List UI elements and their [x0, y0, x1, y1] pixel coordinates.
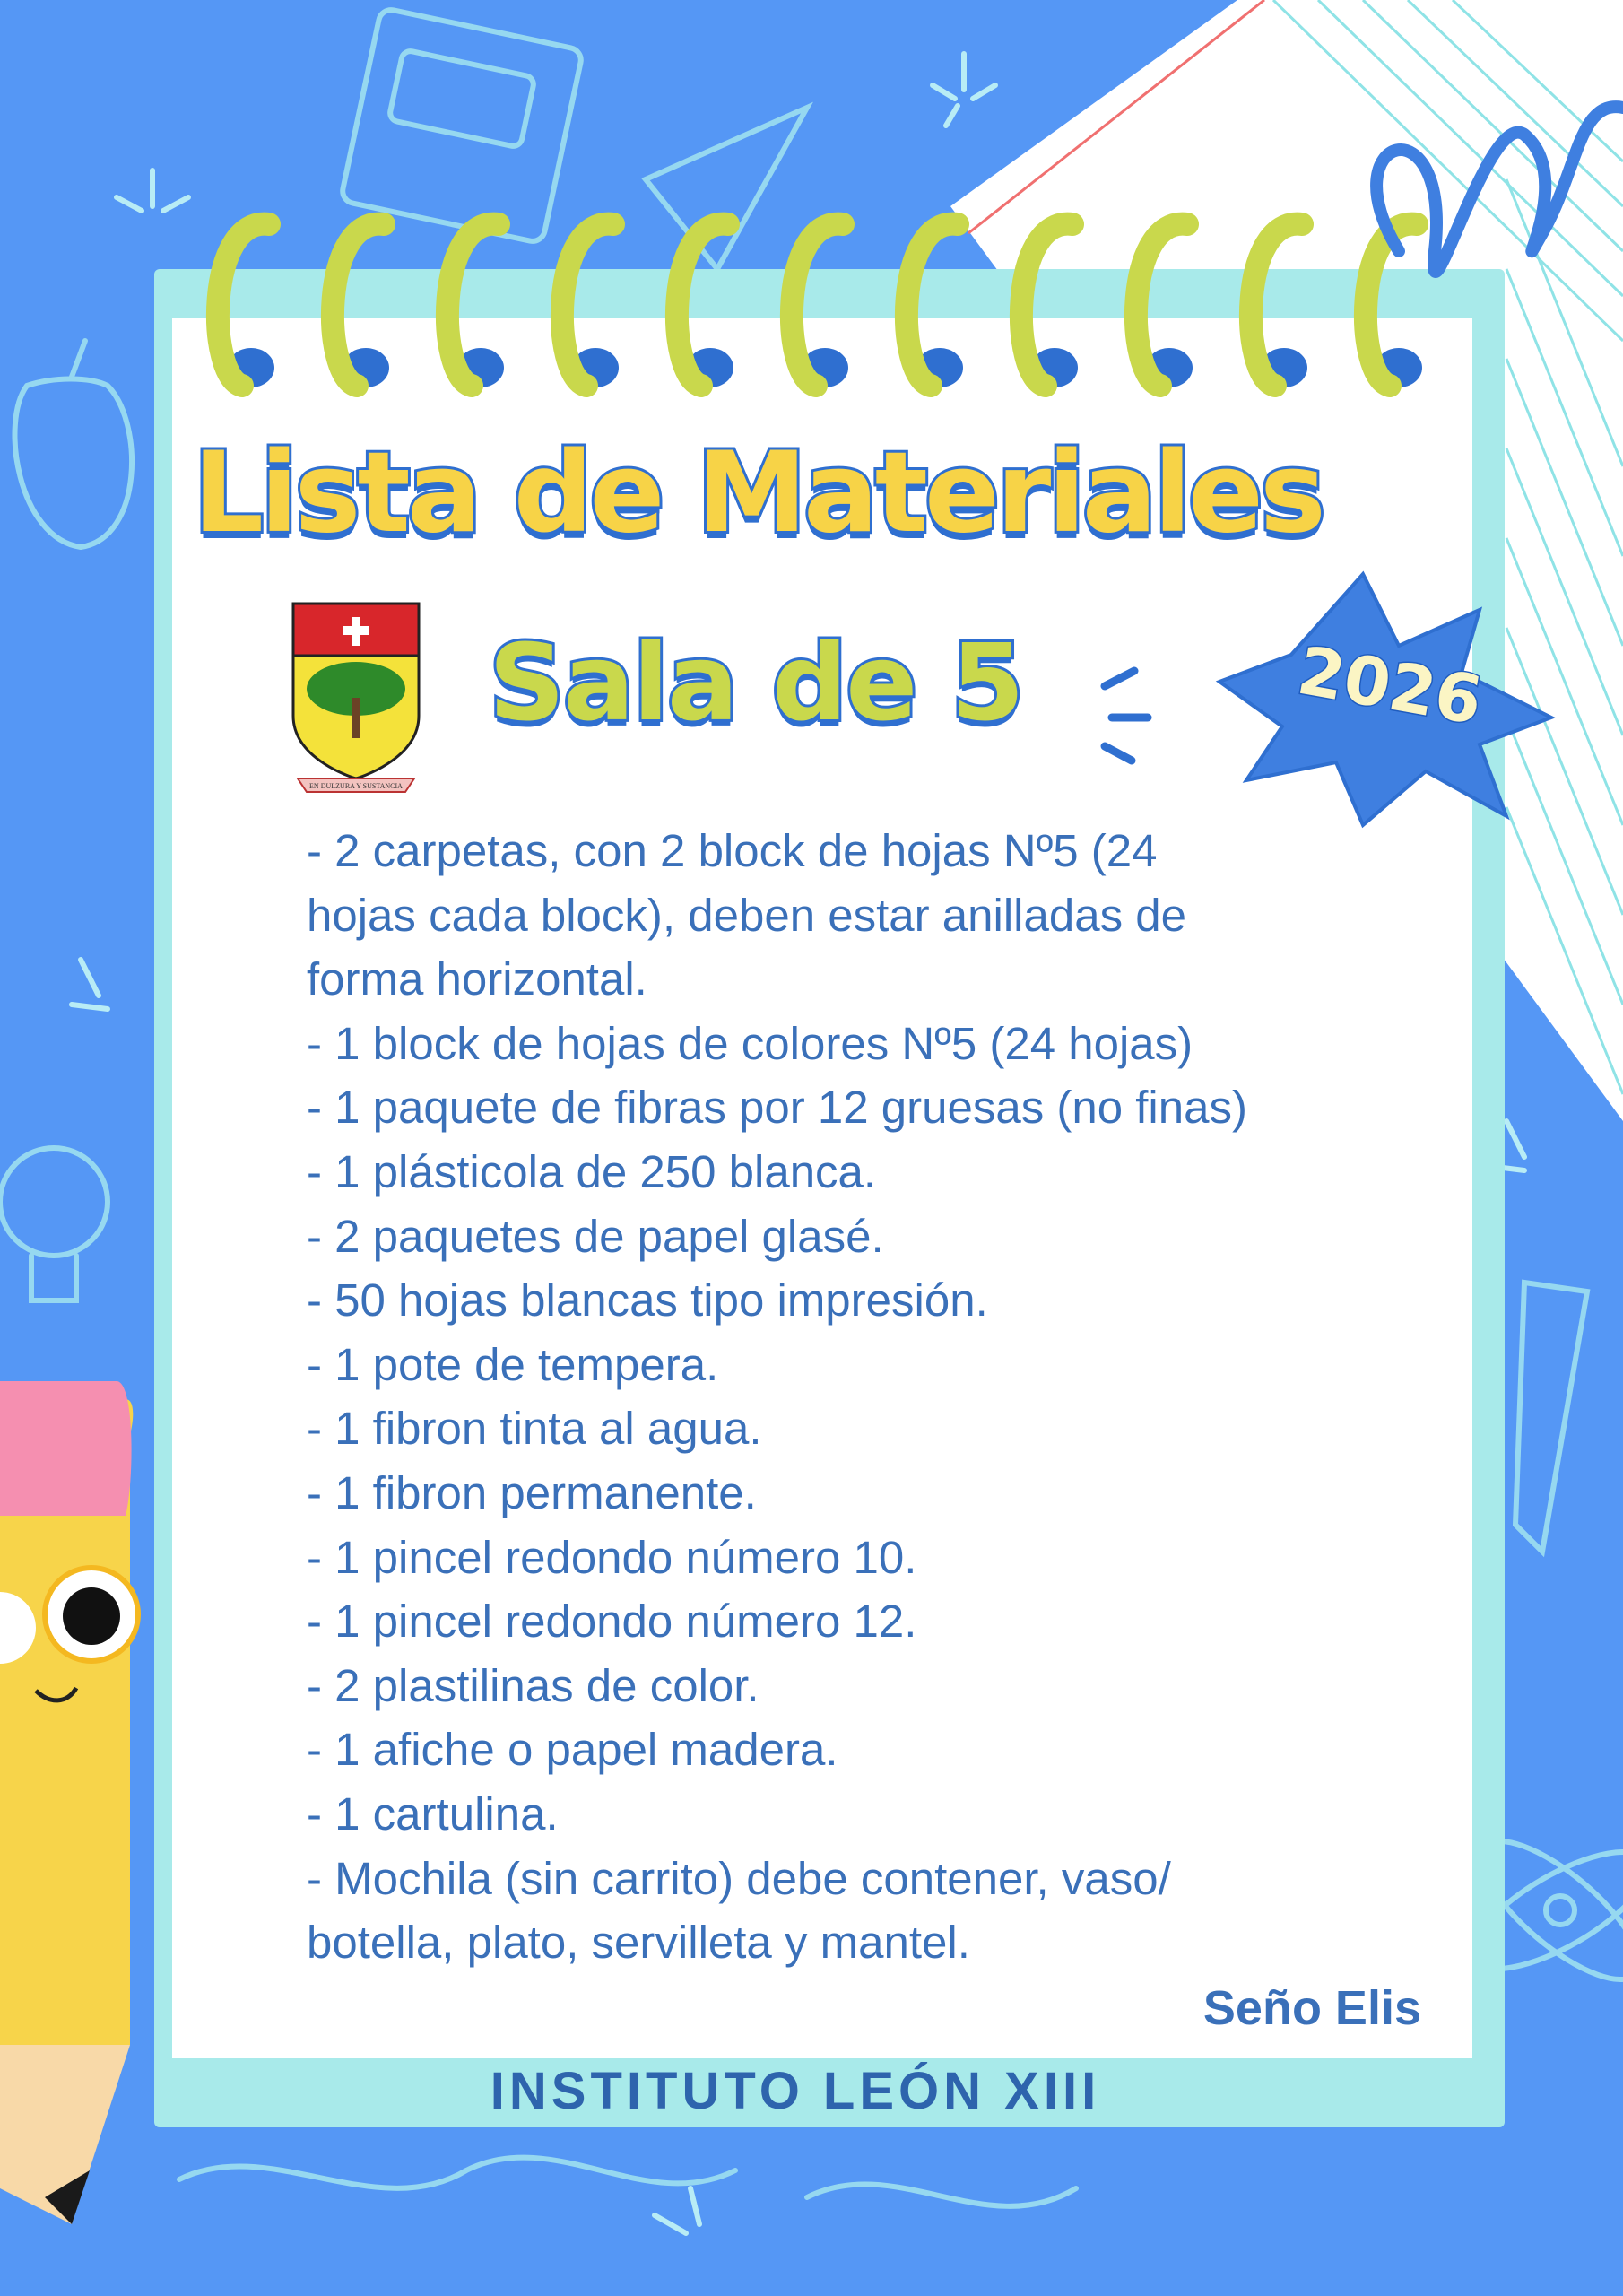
list-item: - 1 pincel redondo número 10. [307, 1531, 917, 1583]
list-item: - 1 pincel redondo número 12. [307, 1596, 917, 1648]
year-label: 2026 [1292, 631, 1488, 741]
list-item: - 2 paquetes de papel glasé. [307, 1210, 884, 1262]
list-item: - 1 fibron permanente. [307, 1466, 757, 1518]
list-item: - 1 plásticola de 250 blanca. [307, 1145, 877, 1197]
list-item: - 1 block de hojas de colores Nº5 (24 hojas) [307, 1017, 1193, 1069]
materials-list [307, 819, 1454, 1975]
crest-motto: EN DULZURA Y SUSTANCIA [309, 782, 403, 790]
list-item: - 1 fibron tinta al agua. [307, 1403, 762, 1455]
page-title: Lista de Materiales [193, 429, 1323, 558]
list-item: botella, plato, servilleta y mantel. [307, 1917, 970, 1969]
list-item: - 1 pote de tempera. [307, 1338, 719, 1390]
signature: Seño Elis [1202, 1981, 1421, 2035]
institution-name: INSTITUTO LEÓN XIII [490, 2062, 1101, 2120]
list-item: - Mochila (sin carrito) debe contener, vaso/ [307, 1852, 1171, 1904]
list-item: - 1 afiche o papel madera. [307, 1724, 838, 1776]
list-item: - 1 cartulina. [307, 1787, 559, 1839]
page-subtitle: Sala de 5 [489, 621, 1023, 744]
list-item: - 2 plastilinas de color. [307, 1659, 759, 1711]
list-item: - 2 carpetas, con 2 block de hojas Nº5 (24 [307, 825, 1158, 876]
list-item: forma horizontal. [307, 953, 647, 1005]
school-crest-icon [289, 599, 423, 796]
list-item: - 1 paquete de fibras por 12 gruesas (no finas) [307, 1082, 1247, 1134]
list-item: hojas cada block), deben estar anilladas de [307, 889, 1186, 941]
list-item: - 50 hojas blancas tipo impresión. [307, 1274, 988, 1326]
